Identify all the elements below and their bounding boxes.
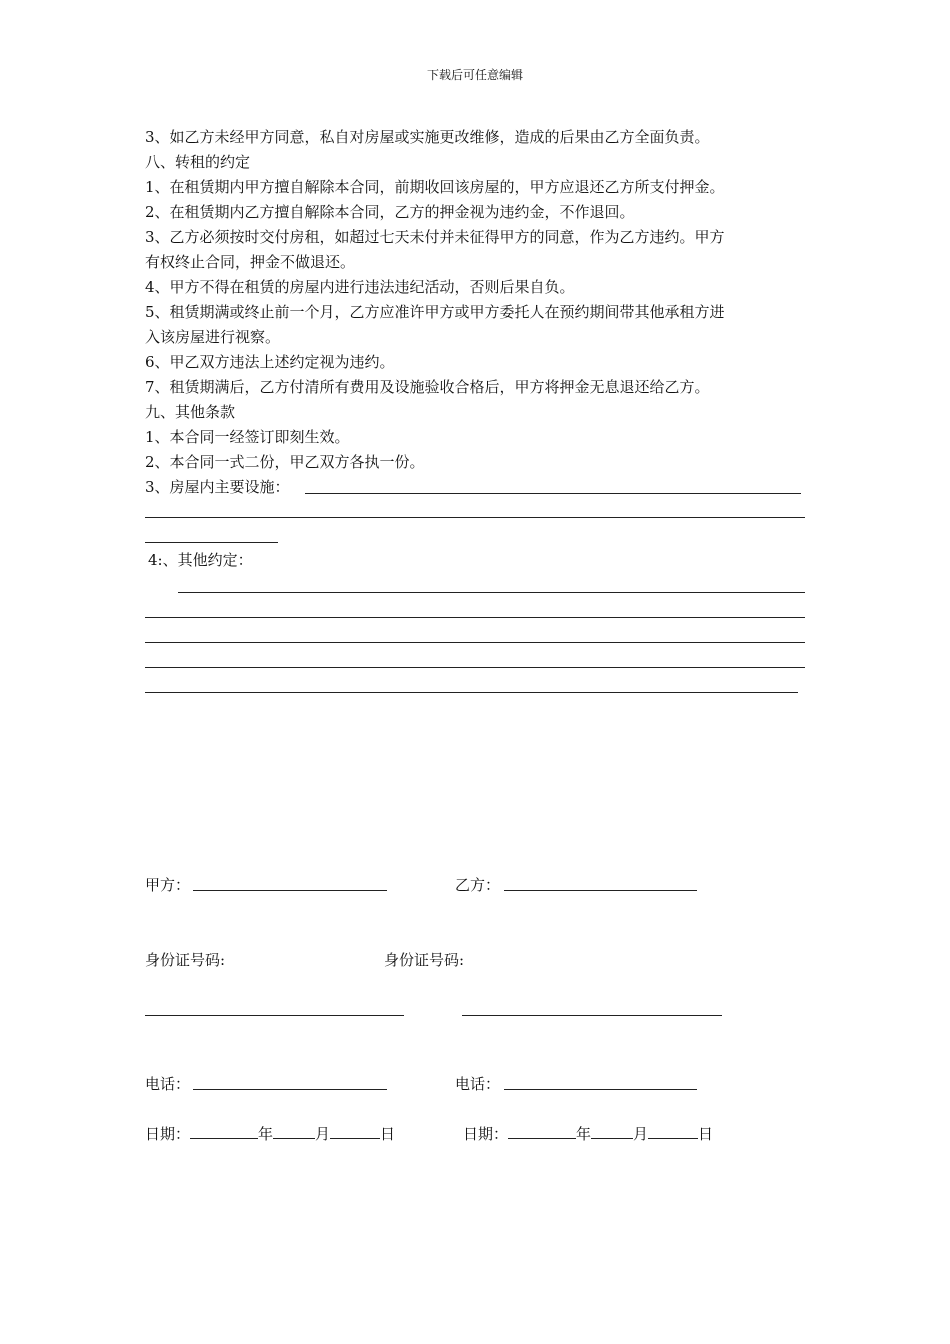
year-label: 年 [258,1125,274,1143]
other-terms-fill-line[interactable] [145,692,798,693]
clause-line: 7、租赁期满后，乙方付清所有费用及设施验收合格后，甲方将押金无息退还给乙方。 [145,378,710,396]
clause-line: 1、本合同一经签订即刻生效。 [145,428,350,446]
year-field[interactable] [190,1124,258,1139]
party-b-phone-label: 电话： [455,1075,501,1093]
other-terms-fill-line[interactable] [145,642,805,643]
clause-line: 2、在租赁期内乙方擅自解除本合同，乙方的押金视为违约金，不作退回。 [145,203,635,221]
clause-line: 有权终止合同，押金不做退还。 [145,253,356,271]
day-field[interactable] [648,1124,698,1139]
party-a-date [145,1124,395,1144]
section-heading: 八、转租的约定 [145,153,251,171]
party-b-label: 乙方： [455,876,501,894]
facilities-label: 3、房屋内主要设施： [145,478,290,496]
year-field[interactable] [508,1124,576,1139]
page-header: 下载后可任意编辑 [426,68,523,82]
clause-line: 6、甲乙双方违法上述约定视为违约。 [145,353,395,371]
party-b-field[interactable] [504,890,697,891]
clause-line: 2、本合同一式二份，甲乙双方各执一份。 [145,453,425,471]
party-b-date-label: 日期： [463,1125,509,1143]
year-label: 年 [576,1125,592,1143]
clause-line: 5、租赁期满或终止前一个月，乙方应准许甲方或甲方委托人在预约期间带其他承租方进 [145,303,725,321]
section-heading: 九、其他条款 [145,403,236,421]
other-terms-label: 4:、其他约定： [148,551,253,569]
clause-line: 3、如乙方未经甲方同意，私自对房屋或实施更改维修，造成的后果由乙方全面负责。 [145,128,710,146]
party-a-date-label: 日期： [145,1125,191,1143]
other-terms-fill-line[interactable] [178,592,805,593]
party-a-id-label: 身份证号码: [145,951,226,969]
day-label: 日 [380,1125,396,1143]
party-b-phone-field[interactable] [504,1089,697,1090]
party-b-date [463,1124,713,1144]
party-a-phone-label: 电话： [145,1075,191,1093]
party-a-phone-field[interactable] [193,1089,387,1090]
facilities-fill-line[interactable] [305,493,801,494]
clause-line: 4、甲方不得在租赁的房屋内进行违法违纪活动，否则后果自负。 [145,278,575,296]
clause-line: 1、在租赁期内甲方擅自解除本合同，前期收回该房屋的，甲方应退还乙方所支付押金。 [145,178,725,196]
clause-line: 入该房屋进行视察。 [145,328,281,346]
day-field[interactable] [330,1124,380,1139]
party-b-id-field[interactable] [462,1015,722,1016]
facilities-fill-line[interactable] [145,542,278,543]
other-terms-fill-line[interactable] [145,617,805,618]
month-field[interactable] [591,1124,633,1139]
party-b-id-label: 身份证号码: [384,951,465,969]
party-a-field[interactable] [193,890,387,891]
party-a-id-field[interactable] [145,1015,404,1016]
month-field[interactable] [273,1124,315,1139]
day-label: 日 [698,1125,714,1143]
month-label: 月 [315,1125,331,1143]
clause-line: 3、乙方必须按时交付房租，如超过七天未付并未征得甲方的同意，作为乙方违约。甲方 [145,228,725,246]
facilities-fill-line[interactable] [145,517,805,518]
party-a-label: 甲方： [145,876,191,894]
other-terms-fill-line[interactable] [145,667,805,668]
month-label: 月 [633,1125,649,1143]
